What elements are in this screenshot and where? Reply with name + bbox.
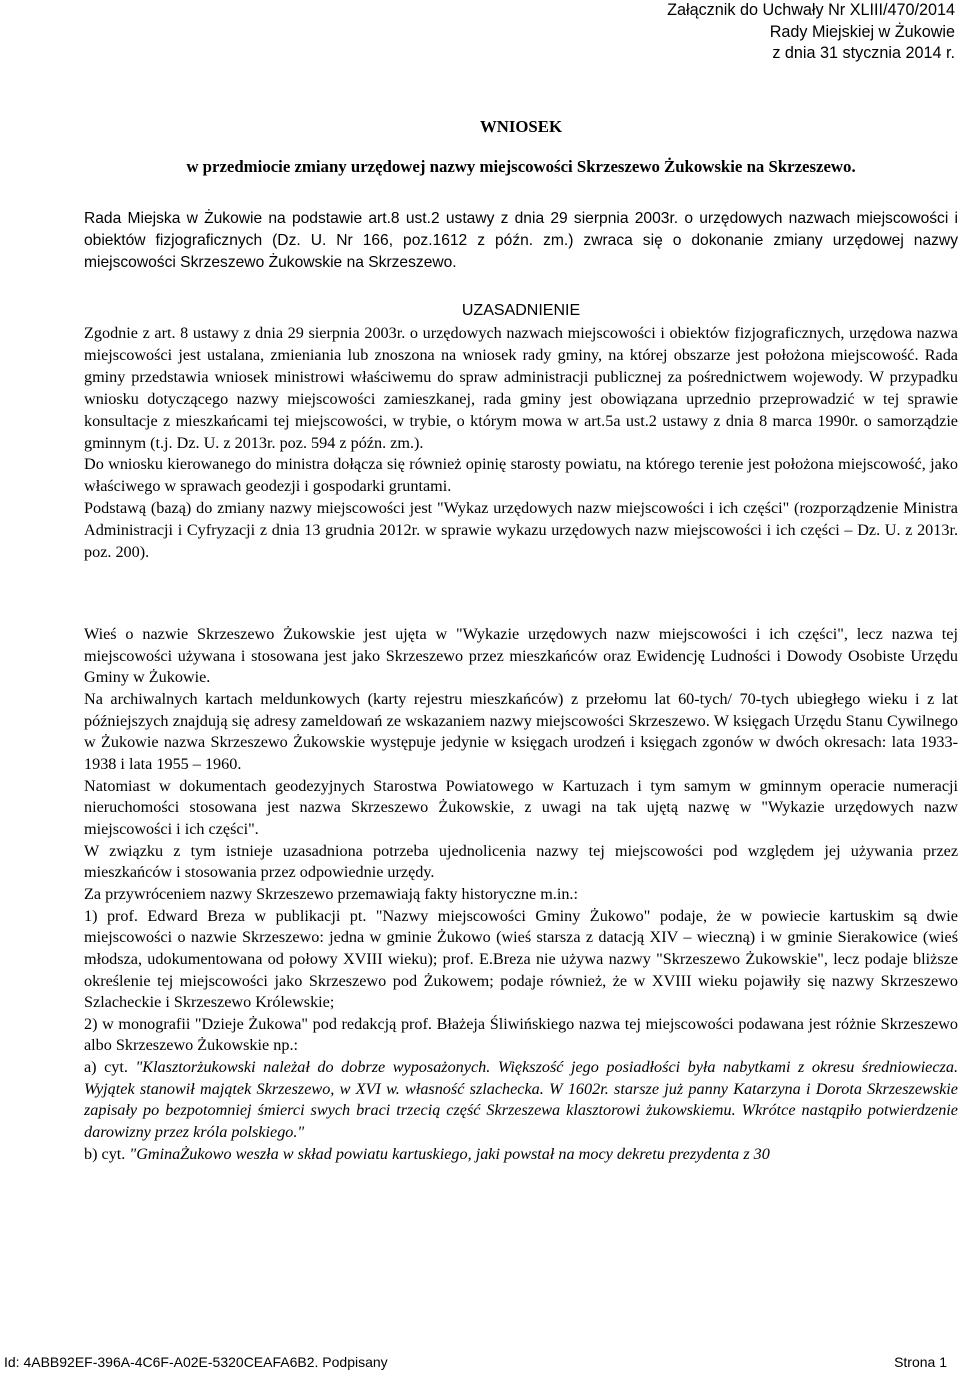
footer-document-id: Id: 4ABB92EF-396A-4C6F-A02E-5320CEAFA6B2. Podpisany: [4, 1354, 388, 1370]
paragraph: W związku z tym istnieje uzasadniona potrzeba ujednolicenia nazwy tej miejscowości pod względem jej używania przez mieszkańców i stosowania przez odpowiednie urzędy.: [84, 841, 958, 882]
quote-text: "GminaŻukowo weszła w skład powiatu kartuskiego, jaki powstał na mocy dekretu prezydenta z 30: [129, 1144, 770, 1163]
justification-heading: UZASADNIENIE: [461, 302, 581, 319]
paragraph: 1) prof. Edward Breza w publikacji pt. "Nazwy miejscowości Gminy Żukowo" podaje, że w powiecie kartuskim są dwie miejscowości o nazwie Skrzeszewo: jedna w gminie Żukowo (wieś starsza z datacją XIV – wieczną) i w gminie Sierakowice (wieś młodsza, udokumentowana od połowy XVIII wieku); prof. E.Breza nie używa nazwy "Skrzeszewo Żukowskie", lecz podaje bliższe określenie tej miejscowości jako Skrzeszewo pod Żukowem; podaje również, że w XVIII wieku pojawiły się nazwy Skrzeszewo Szlacheckie i Skrzeszewo Królewskie;: [84, 906, 958, 1012]
quote-b: [84, 1144, 958, 1166]
paragraph: Podstawą (bazą) do zmiany nazwy miejscowości jest "Wykaz urzędowych nazw miejscowości i ich części" (rozporządzenie Ministra Administracji i Cyfryzacji z dnia 13 grudnia 2012r. w sprawie wykazu urzędowych nazw miejscowości i ich części – Dz. U. z 2013r. poz. 200).: [84, 499, 958, 562]
intro-paragraph: Rada Miejska w Żukowie na podstawie art.8 ust.2 ustawy z dnia 29 sierpnia 2003r. o urzędowych nazwach miejscowości i obiektów fizjograficznych (Dz. U. Nr 166, poz.1612 z późn. zm.) zwraca się o dokonanie zmiany urzędowej nazwy miejscowości Skrzeszewo Żukowskie na Skrzeszewo.: [84, 210, 958, 271]
justification-block: [84, 323, 958, 564]
document-title: WNIOSEK: [479, 117, 563, 136]
history-block: [84, 624, 958, 1165]
quote-prefix: b) cyt.: [84, 1144, 130, 1163]
document-subject: w przedmiocie zmiany urzędowej nazwy miejscowości Skrzeszewo Żukowskie na Skrzeszewo.: [186, 157, 856, 176]
attachment-header: [555, 0, 955, 65]
attachment-line: Załącznik do Uchwały Nr XLIII/470/2014: [667, 1, 955, 19]
quote-prefix: a) cyt.: [84, 1058, 136, 1077]
quote-a: [84, 1057, 958, 1144]
paragraph: Do wniosku kierowanego do ministra dołącza się również opinię starosty powiatu, na którego terenie jest położona miejscowość, jako właściwego w sprawach geodezji i gospodarki gruntami.: [84, 455, 958, 496]
paragraph: Natomiast w dokumentach geodezyjnych Starostwa Powiatowego w Kartuzach i tym samym w gminnym operacie numeracji nieruchomości stosowana jest nazwa Skrzeszewo Żukowskie, z uwagi na tak ujętą nazwę w "Wykazie urzędowych nazw miejscowości i ich części".: [84, 776, 958, 838]
attachment-line: Rady Miejskiej w Żukowie: [769, 22, 955, 41]
paragraph: Wieś o nazwie Skrzeszewo Żukowskie jest ujęta w "Wykazie urzędowych nazw miejscowości i ich części", lecz nazwa tej miejscowości używana i stosowana jest jako Skrzeszewo przez mieszkańców oraz Ewidencję Ludności i Dowody Osobiste Urzędu Gminy w Żukowie.: [84, 625, 958, 687]
paragraph: Na archiwalnych kartach meldunkowych (karty rejestru mieszkańców) z przełomu lat 60-tych/ 70-tych ubiegłego wieku i z lat późniejszych znajdują się adresy zameldowań ze wskazaniem nazwy miejscowości Skrzeszewo. W księgach Urzędu Stanu Cywilnego w Żukowie nazwa Skrzeszewo Żukowskie występuje jedynie w księgach urodzeń i księgach zgonów w dwóch okresach: lata 1933-1938 i lata 1955 – 1960.: [84, 689, 958, 773]
paragraph: 2) w monografii "Dzieje Żukowa" pod redakcją prof. Błażeja Śliwińskiego nazwa tej miejscowości podawana jest różnie Skrzeszewo albo Skrzeszewo Żukowskie np.:: [84, 1014, 958, 1055]
paragraph: Zgodnie z art. 8 ustawy z dnia 29 sierpnia 2003r. o urzędowych nazwach miejscowości i obiektów fizjograficznych, urzędowa nazwa miejscowości jest ustalana, zmieniania lub znoszona na wniosek rady gminy, na której obszarze jest położona miejscowość. Rada gminy przedstawia wniosek ministrowi właściwemu do spraw administracji publicznej za pośrednictwem wojewody. W przypadku wniosku dotyczącego nazwy miejscowości zamieszkanej, rada gminy jest obowiązana uprzednio przeprowadzić w tej sprawie konsultacje z mieszkańcami tej miejscowości, w trybie, o którym mowa w art.5a ust.2 ustawy z dnia 8 marca 1990r. o samorządzie gminnym (t.j. Dz. U. z 2013r. poz. 594 z późn. zm.).: [84, 324, 958, 452]
footer-page-number: Strona 1: [894, 1354, 947, 1370]
attachment-line: z dnia 31 stycznia 2014 r.: [772, 44, 955, 62]
paragraph: Za przywróceniem nazwy Skrzeszewo przemawiają fakty historyczne m.in.:: [84, 884, 578, 903]
quote-text: "Klasztorżukowski należał do dobrze wyposażonych. Większość jego posiadłości była nabytkami z okresu średniowiecza. Wyjątek stanowił majątek Skrzeszewo, w XVI w. własność szlachecka. W 1602r. starsze już panny Katarzyna i Dorota Skrzeszewskie zapisały po bezpotomniej śmierci swych braci trzecią część Skrzeszewa klasztorowi żukowskiemu. Wkrótce nastąpiło potwierdzenie darowizny przez króla polskiego.": [84, 1058, 958, 1142]
